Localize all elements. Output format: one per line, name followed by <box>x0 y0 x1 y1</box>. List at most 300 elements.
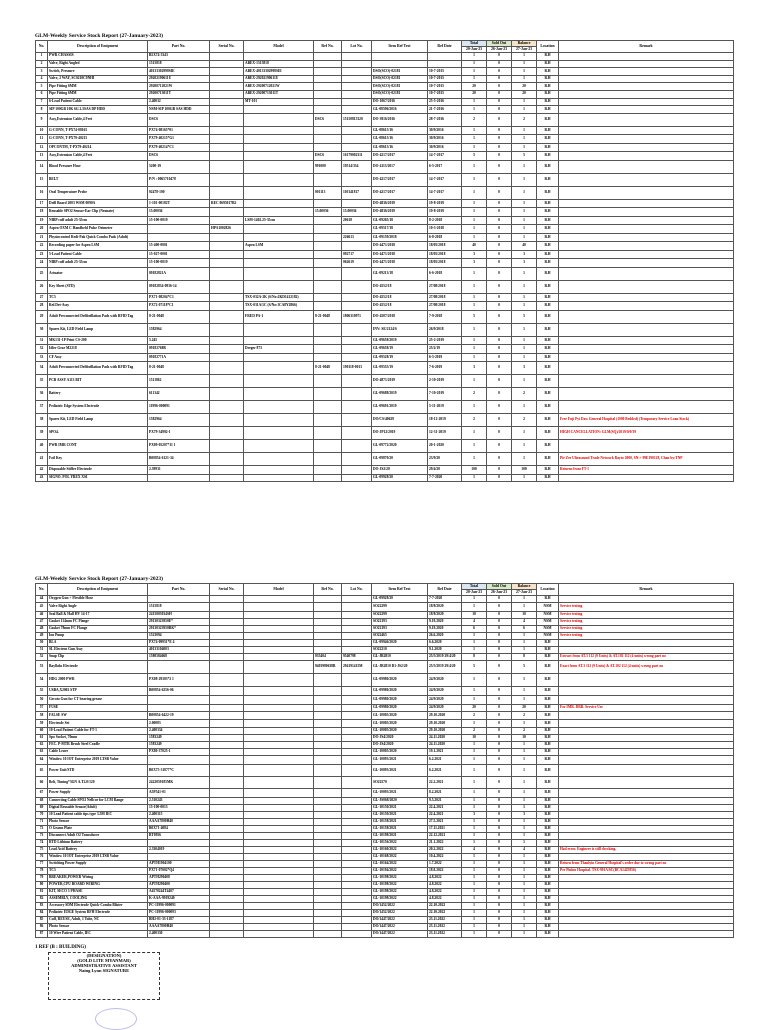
table-cell: TSX-032A-2K (S/No:2KD1412182) <box>244 293 314 302</box>
table-cell: Actuator <box>48 267 148 280</box>
table-cell: 092717 <box>342 250 372 259</box>
table-cell <box>342 596 372 603</box>
table-cell <box>314 847 342 854</box>
table-cell: 0 <box>487 474 512 481</box>
table-cell: Valve, Right Angled <box>48 60 148 68</box>
table-cell: 51 <box>36 647 48 654</box>
table-cell: 33 <box>36 353 48 362</box>
table-cell <box>210 466 244 475</box>
table-cell: G-CONN, T-PX74-08165 <box>48 126 148 135</box>
table-cell: B.H <box>537 889 559 896</box>
table-cell: B.H <box>537 199 559 208</box>
table-cell <box>210 603 244 612</box>
table-cell <box>342 143 372 152</box>
table-cell: Gecoto Gun for CT bearing grease <box>48 696 148 705</box>
table-cell: 47 <box>36 619 48 626</box>
table-cell <box>559 826 734 833</box>
table-cell <box>559 440 734 453</box>
table-cell: 24/9/2020 <box>428 705 462 712</box>
table-cell: B.H <box>537 53 559 61</box>
table-cell <box>342 712 372 720</box>
table-row <box>36 647 734 654</box>
table-cell: 1 <box>512 53 537 61</box>
table-cell: TC5 <box>48 293 148 302</box>
table-cell: 0 <box>487 242 512 251</box>
table-cell: 1 <box>512 896 537 903</box>
table-cell: Assy,Extension Cable,4 Feet <box>48 113 148 126</box>
table-cell: 0 <box>487 633 512 640</box>
table-cell: 6.2.2021 <box>428 765 462 777</box>
table-cell: GL-09658/19 <box>372 345 428 354</box>
table-cell: 0 <box>487 113 512 126</box>
table-cell: B.H <box>537 742 559 749</box>
table-cell: FRED PA-1 <box>244 310 314 323</box>
table-cell: 10-7-2015 <box>428 90 462 98</box>
table-cell: 8 <box>512 654 537 661</box>
table-cell: 9 <box>36 113 48 126</box>
table-cell: 1 <box>512 375 537 388</box>
table-cell: 0 <box>487 233 512 242</box>
table-cell <box>244 705 314 712</box>
table-cell: 0 <box>487 225 512 234</box>
table-cell: 1 <box>512 931 537 938</box>
table-cell <box>314 647 342 654</box>
table-cell: NIBP cuff adult 25-35cm <box>48 216 148 225</box>
table-cell <box>210 661 244 674</box>
table-row <box>36 375 734 388</box>
table-cell <box>342 466 372 475</box>
table-cell: 83 <box>36 903 48 910</box>
table-cell: B.H <box>537 75 559 83</box>
table-cell <box>244 687 314 696</box>
table-cell: B.H <box>537 375 559 388</box>
table-cell: 1 <box>512 68 537 76</box>
table-cell: 1523094 <box>148 633 210 640</box>
table-row <box>36 720 734 728</box>
table-cell: 1 <box>462 440 487 453</box>
table-cell: Bayllabs Electrode <box>48 661 148 674</box>
table-cell: 1 <box>462 353 487 362</box>
table-cell: 0 <box>487 173 512 186</box>
table-cell: 0 <box>487 143 512 152</box>
table-cell <box>210 98 244 106</box>
table-cell: 18/8/2020 <box>428 612 462 619</box>
table-cell <box>342 345 372 354</box>
table-cell: Battery <box>48 388 148 401</box>
table-cell: 1 <box>462 917 487 924</box>
table-cell: Per Pinlon Hospital. TSX-901A/6C(BCA1425856) <box>559 868 734 875</box>
table-cell <box>314 735 342 742</box>
table-cell <box>342 440 372 453</box>
table-cell: 67 <box>36 789 48 798</box>
col-header-date-1: 20-Jan-23 <box>462 590 487 596</box>
table-cell: 1 <box>512 596 537 603</box>
table-cell: 76 <box>36 854 48 861</box>
table-cell: B.H <box>537 60 559 68</box>
table-row <box>36 173 734 186</box>
table-cell <box>342 126 372 135</box>
table-cell: 8 <box>36 106 48 114</box>
table-cell: Drill Board 2003 WSM 0090A <box>48 199 148 208</box>
table-cell <box>210 875 244 882</box>
table-cell: 10-7-2015 <box>428 68 462 76</box>
table-cell <box>210 826 244 833</box>
table-cell <box>559 854 734 861</box>
table-cell <box>559 90 734 98</box>
col-header-serial: Serial No. <box>210 584 244 596</box>
table-cell: 40133302998SIE <box>148 68 210 76</box>
table-cell: 25 <box>36 267 48 280</box>
table-cell: B.H <box>537 931 559 938</box>
table-cell <box>342 840 372 847</box>
table-cell: GL-JB2810 D1-JS2/20 <box>372 661 428 674</box>
table-cell: 80 <box>36 882 48 889</box>
table-cell <box>559 840 734 847</box>
table-cell <box>559 293 734 302</box>
table-cell: 15 <box>36 173 48 186</box>
table-cell <box>559 106 734 114</box>
table-cell: 7-9-2018 <box>428 310 462 323</box>
table-cell: B.H <box>537 654 559 661</box>
table-cell: B.H <box>537 267 559 280</box>
table-cell: 20 <box>462 83 487 91</box>
table-cell: 10 <box>462 735 487 742</box>
table-cell: 22.2.2021 <box>428 777 462 789</box>
table-cell: 1 <box>462 596 487 603</box>
table-cell: B.H <box>537 135 559 144</box>
table-cell: B.H <box>537 640 559 647</box>
table-cell: 74 <box>36 840 48 847</box>
table-cell: 5 <box>462 310 487 323</box>
table-cell: G-CONN, T-PX79-40215 <box>48 135 148 144</box>
table-cell <box>342 765 372 777</box>
table-cell <box>314 742 342 749</box>
table-cell: 10.4.2022 <box>428 854 462 861</box>
table-cell: Power Unit/STD <box>48 765 148 777</box>
table-cell: GL-10194/2022 <box>372 868 428 875</box>
table-cell <box>559 216 734 225</box>
table-cell: B.H <box>537 798 559 805</box>
table-cell: GL-09555/19 <box>372 362 428 375</box>
table-cell: 71 <box>36 819 48 826</box>
table-cell: LSM-1402.25-35cm <box>244 216 314 225</box>
table-cell: B.H <box>537 90 559 98</box>
table-cell <box>559 60 734 68</box>
table-cell: 0 <box>487 931 512 938</box>
table-cell <box>210 208 244 217</box>
table-cell: SO22570 <box>372 777 428 789</box>
signature-box <box>48 952 160 1000</box>
table-cell: 52 <box>36 654 48 661</box>
col-header-part: Part No. <box>148 584 210 596</box>
table-cell: Blood Pressure Hose <box>48 160 148 173</box>
table-cell <box>342 612 372 619</box>
table-cell: 0 <box>487 186 512 199</box>
table-cell <box>210 388 244 401</box>
table-cell: 0 <box>487 267 512 280</box>
table-cell: Had error. Engineer is still checking. <box>559 847 734 854</box>
table-row <box>36 696 734 705</box>
table-cell: 0 <box>487 847 512 854</box>
table-cell: 1 <box>462 789 487 798</box>
table-cell: 20 <box>512 90 537 98</box>
table-cell: 2-10-2019 <box>428 375 462 388</box>
table-cell <box>559 353 734 362</box>
table-cell: B.H <box>537 113 559 126</box>
table-cell <box>559 647 734 654</box>
table-row <box>36 152 734 161</box>
table-cell <box>210 696 244 705</box>
table-cell: 0 <box>487 353 512 362</box>
table-cell: B.H <box>537 749 559 756</box>
table-cell <box>559 173 734 186</box>
table-cell <box>244 777 314 789</box>
table-cell <box>210 242 244 251</box>
col-header-date-2: 26-Jan-23 <box>487 590 512 596</box>
table-cell: 0 <box>487 401 512 414</box>
table-cell: 0 <box>487 720 512 728</box>
table-cell: DO-4836/2019 <box>372 208 428 217</box>
table-cell: 5.245 <box>148 336 210 345</box>
table-cell <box>210 83 244 91</box>
table-cell: GL-10198/2022 <box>372 875 428 882</box>
table-cell <box>244 903 314 910</box>
table-cell: 82 <box>36 896 48 903</box>
table-cell: BH2-01-33-1187 <box>148 917 210 924</box>
table-cell: Spares Kit, LED Field Lamp <box>48 414 148 427</box>
table-cell: 0 <box>487 375 512 388</box>
table-cell: Power Supply <box>48 789 148 798</box>
table-cell: 66 <box>36 777 48 789</box>
table-cell: 21 <box>36 233 48 242</box>
table-cell: 2.400330 <box>148 931 210 938</box>
table-cell: B.H <box>537 186 559 199</box>
table-cell: APTH1904100 <box>148 861 210 868</box>
table-cell: B.H <box>537 882 559 889</box>
table-cell: 8-21-0048 <box>314 310 342 323</box>
table-cell <box>314 805 342 812</box>
table-cell <box>342 619 372 626</box>
table-cell: GL-09688/2019 <box>372 388 428 401</box>
table-cell: 61 <box>36 735 48 742</box>
table-cell: 1 <box>512 143 537 152</box>
table-cell: B.H <box>537 474 559 481</box>
table-cell: Return from Thanlyin General Hospital's order due to wrong part no <box>559 861 734 868</box>
table-row <box>36 68 734 76</box>
table-cell <box>244 186 314 199</box>
table-cell: 13 <box>36 152 48 161</box>
table-cell <box>314 323 342 336</box>
table-cell <box>314 640 342 647</box>
table-cell: 27.5.2021 <box>428 819 462 826</box>
table-cell: 1 <box>512 868 537 875</box>
table-row <box>36 75 734 83</box>
table-cell: AAAA7800H40 <box>148 924 210 931</box>
table-cell: 10 <box>512 735 537 742</box>
table-cell: 1 <box>462 225 487 234</box>
col-header-remark: Remark <box>559 41 734 53</box>
col-header-date: Ref Date <box>428 41 462 53</box>
table-row <box>36 861 734 868</box>
col-header-ref: Ref No. <box>314 584 342 596</box>
table-cell <box>244 362 314 375</box>
table-cell: PX72-07118*C1 <box>148 302 210 311</box>
table-cell: PX71-07002*Q4 <box>148 868 210 875</box>
table-cell: 2 <box>512 414 537 427</box>
table-cell: 0 <box>487 765 512 777</box>
col-header-part: Part No. <box>148 41 210 53</box>
table-cell: 68 <box>36 798 48 805</box>
table-cell: GL-09517/18 <box>372 225 428 234</box>
table-cell: 1 <box>512 640 537 647</box>
table-cell <box>210 640 244 647</box>
table-cell <box>559 833 734 840</box>
table-cell <box>314 819 342 826</box>
table-cell: 24/9/2020 <box>428 674 462 687</box>
table-cell: K-AAA-9919240 <box>148 896 210 903</box>
table-cell: GL-10093/2021 <box>372 756 428 765</box>
table-cell: 15.00036 <box>342 208 372 217</box>
table-cell: 62 <box>36 742 48 749</box>
table-cell <box>210 401 244 414</box>
table-cell: 26/9/2018 <box>428 323 462 336</box>
table-cell: 1 <box>462 749 487 756</box>
table-cell <box>314 596 342 603</box>
table-cell: 0 <box>487 453 512 466</box>
table-cell: Exact from AT.3 112 (9 Units) & AT.102 112 (4 units) wrong part no <box>559 661 734 674</box>
table-cell <box>342 353 372 362</box>
table-cell: 27/08/2018 <box>428 293 462 302</box>
table-cell: DO-4471/2018 <box>372 250 428 259</box>
table-cell: 26.6.2020 <box>428 633 462 640</box>
table-cell: 001113 <box>314 186 342 199</box>
table-cell: 3 <box>512 812 537 819</box>
table-cell <box>559 345 734 354</box>
table-cell: B.H <box>537 216 559 225</box>
table-cell <box>244 619 314 626</box>
table-cell: B.H <box>537 840 559 847</box>
table-cell <box>314 789 342 798</box>
table-cell <box>342 90 372 98</box>
table-cell <box>210 453 244 466</box>
table-cell: GL-09980/2020 <box>372 674 428 687</box>
table-cell: 0 <box>487 903 512 910</box>
table-cell: 34 <box>36 362 48 375</box>
table-cell <box>244 106 314 114</box>
table-cell <box>244 440 314 453</box>
table-cell: GL-10156/2022 <box>372 840 428 847</box>
table-cell: GL-10168/2022 <box>372 854 428 861</box>
table-cell <box>559 362 734 375</box>
table-cell: 39 <box>36 427 48 440</box>
table-cell: 0 <box>487 882 512 889</box>
table-cell: SO22210 <box>372 647 428 654</box>
table-cell: 6-6-2018 <box>428 267 462 280</box>
table-cell <box>428 53 462 61</box>
table-cell <box>244 654 314 661</box>
table-cell: B.H <box>537 705 559 712</box>
report-title: GLM-Weekly Service Stock Report (27-January-2023) <box>35 33 164 39</box>
table-cell: DSC6 <box>148 152 210 161</box>
table-cell <box>342 427 372 440</box>
table-cell: 64 <box>36 756 48 765</box>
table-cell: 8 <box>462 654 487 661</box>
table-cell <box>342 805 372 812</box>
table-cell: 1 <box>512 826 537 833</box>
table-cell: 3 <box>462 362 487 375</box>
table-cell: 5-Lead Patient Cable <box>48 250 148 259</box>
table-cell <box>244 720 314 728</box>
table-cell: 65 <box>36 765 48 777</box>
table-cell <box>559 375 734 388</box>
table-cell <box>314 90 342 98</box>
table-cell: PX71-08204*C1 <box>148 293 210 302</box>
table-cell: 0 <box>487 896 512 903</box>
table-cell <box>244 267 314 280</box>
table-row <box>36 687 734 696</box>
table-cell <box>342 854 372 861</box>
table-cell <box>210 789 244 798</box>
table-cell <box>342 735 372 742</box>
table-row <box>36 216 734 225</box>
table-cell <box>314 83 342 91</box>
table-cell: 1 <box>512 903 537 910</box>
table-cell: 1 <box>462 160 487 173</box>
table-cell <box>314 126 342 135</box>
table-cell <box>210 910 244 917</box>
table-cell: 190118-0013 <box>342 362 372 375</box>
table-row <box>36 889 734 896</box>
table-cell: Free Fuji Pyi Daw General Hospital (1000 Bedded) (Temporary Service Loan Stock) <box>559 414 734 427</box>
table-cell: DO-3916/2016 <box>372 113 428 126</box>
table-cell: GL-10150/2021 <box>372 812 428 819</box>
table-cell: B.H <box>537 336 559 345</box>
table-cell: BELT <box>48 173 148 186</box>
table-cell: 81 <box>36 889 48 896</box>
table-cell: B.H <box>537 453 559 466</box>
table-cell: 10 Lead Patient cable tips type 3.5M IEC <box>48 812 148 819</box>
table-cell: 1 <box>462 98 487 106</box>
table-cell: 29/4/20 <box>428 466 462 475</box>
table-cell: DO-4471/2018 <box>372 259 428 268</box>
table-cell <box>559 267 734 280</box>
table-cell: 0 <box>487 619 512 626</box>
table-cell <box>314 375 342 388</box>
table-cell <box>342 917 372 924</box>
table-cell: 1 <box>512 861 537 868</box>
table-cell: 5200-19 <box>148 160 210 173</box>
table-cell: 1 <box>462 687 487 696</box>
table-cell: 22.4.2021 <box>428 805 462 812</box>
table-cell: 3 <box>512 259 537 268</box>
table-cell: 29130323950RK* <box>148 626 210 633</box>
table-cell: 1 <box>512 474 537 481</box>
table-cell: 9.5.2021 <box>428 798 462 805</box>
table-row <box>36 53 734 61</box>
table-cell <box>210 765 244 777</box>
table-cell <box>244 931 314 938</box>
table-cell: 5 <box>512 310 537 323</box>
table-cell: B.H <box>537 674 559 687</box>
table-cell: 15-100-0019 <box>148 259 210 268</box>
table-row <box>36 749 734 756</box>
table-cell: 0 <box>487 280 512 293</box>
table-cell: 27/08/2018 <box>428 280 462 293</box>
table-cell: DO-JS4/2020 <box>372 735 428 742</box>
table-cell: Belt, Timing*3GN A.T2.0/120 <box>48 777 148 789</box>
table-cell: GL-09528/19 <box>372 353 428 362</box>
table-row <box>36 98 734 106</box>
